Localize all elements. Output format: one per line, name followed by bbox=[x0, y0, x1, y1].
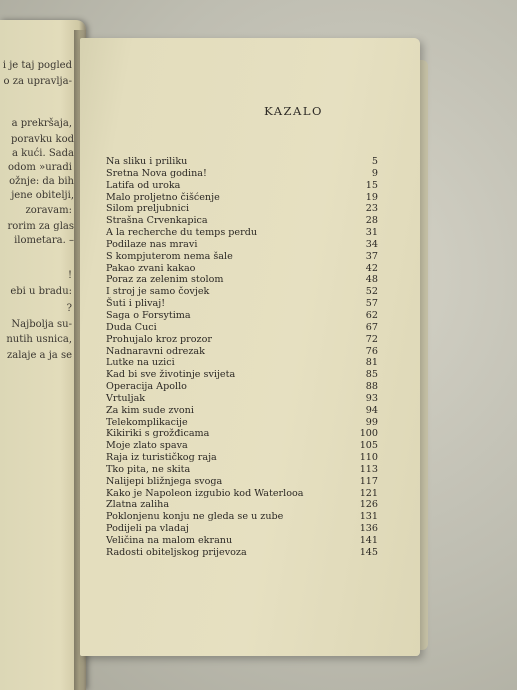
toc-entry bbox=[106, 180, 378, 192]
toc-entry-page: 42 bbox=[365, 262, 378, 274]
toc-entry-page: 121 bbox=[359, 487, 378, 499]
toc-entry-page: 31 bbox=[365, 227, 378, 239]
toc-entry-page: 9 bbox=[371, 167, 378, 179]
toc-entry-page: 131 bbox=[359, 511, 378, 523]
toc-entry-page: 72 bbox=[365, 333, 378, 345]
toc-entry-title: Kikiriki s grožđicama bbox=[106, 428, 210, 440]
left-page-line: ožnje: da bih bbox=[9, 176, 74, 187]
toc-entry-title: Pakao zvani kakao bbox=[106, 262, 196, 274]
toc-entry-title: Saga o Forsytima bbox=[106, 309, 191, 321]
page-title: KAZALO bbox=[264, 104, 323, 118]
left-page-line: a prekršaja, bbox=[11, 118, 72, 129]
toc-entry bbox=[106, 428, 378, 440]
toc-entry-title: Veličina na malom ekranu bbox=[106, 535, 233, 546]
toc-entry bbox=[106, 440, 378, 452]
toc-entry-title: Za kim sude zvoni bbox=[106, 404, 194, 416]
toc-entry bbox=[106, 547, 378, 559]
toc-entry-title: Latifa od uroka bbox=[106, 179, 181, 191]
toc-entry-title: Kad bi sve životinje svijeta bbox=[106, 369, 236, 381]
toc-entry bbox=[106, 239, 378, 251]
toc-entry-page: 76 bbox=[365, 345, 378, 357]
left-page-line: Najbolja su- bbox=[11, 319, 72, 330]
toc-entry bbox=[106, 192, 378, 204]
toc-entry bbox=[106, 488, 378, 500]
toc-entry-title: Lutke na uzici bbox=[106, 357, 175, 369]
left-page-line: ebi u bradu: bbox=[10, 286, 72, 297]
left-page-line: rorim za glas bbox=[7, 221, 74, 232]
left-page-line: a kući. Sada bbox=[12, 148, 74, 159]
toc-entry-page: 110 bbox=[359, 452, 378, 464]
toc-entry-title: Kako je Napoleon izgubio kod Waterlooa bbox=[106, 487, 304, 499]
toc-entry bbox=[106, 523, 378, 535]
toc-entry-page: 99 bbox=[365, 416, 378, 428]
toc-entry bbox=[106, 357, 378, 369]
toc-entry bbox=[106, 310, 378, 322]
toc-entry-page: 28 bbox=[365, 215, 378, 227]
toc-entry bbox=[106, 227, 378, 239]
toc-entry-page: 117 bbox=[359, 475, 378, 487]
toc-entry bbox=[106, 263, 378, 275]
toc-entry-title: Poraz za zelenim stolom bbox=[106, 274, 224, 286]
toc-entry-title: I stroj je samo čovjek bbox=[106, 286, 210, 298]
toc-entry bbox=[106, 156, 378, 168]
toc-entry-page: 48 bbox=[365, 274, 378, 286]
toc-entry-page: 100 bbox=[359, 428, 378, 440]
toc-entry-page: 85 bbox=[365, 369, 378, 381]
toc-entry-page: 145 bbox=[359, 546, 378, 558]
toc-entry bbox=[106, 476, 378, 488]
toc-entry bbox=[106, 215, 378, 227]
toc-entry bbox=[106, 298, 378, 310]
left-page-line: ? bbox=[66, 303, 72, 314]
toc-entry-title: Poklonjenu konju ne gleda se u zube bbox=[106, 511, 284, 523]
toc-entry-title: Silom preljubnici bbox=[106, 203, 190, 215]
toc-entry-title: Moje zlato spava bbox=[106, 440, 188, 452]
toc-entry-title: Vrtuljak bbox=[106, 392, 146, 404]
toc-entry-title: Sretna Nova godina! bbox=[106, 167, 207, 179]
left-page-line: jene obitelji, bbox=[11, 190, 74, 201]
toc-entry bbox=[106, 334, 378, 346]
toc-entry-title: A la recherche du temps perdu bbox=[106, 227, 258, 239]
toc-entry-page: 67 bbox=[365, 321, 378, 333]
toc-entry bbox=[106, 499, 378, 511]
toc-entry-title: Raja iz turističkog raja bbox=[106, 452, 217, 464]
left-page-line: ilometara. – bbox=[14, 235, 74, 246]
toc-entry bbox=[106, 417, 378, 429]
toc-entry-title: S kompjuterom nema šale bbox=[106, 250, 233, 262]
toc-entry-title: Nalijepi bližnjega svoga bbox=[106, 475, 223, 487]
toc-entry-title: Šuti i plivaj! bbox=[106, 298, 166, 310]
left-page-line: nutih usnica, bbox=[6, 334, 72, 345]
toc-entry bbox=[106, 452, 378, 464]
toc-entry-page: 81 bbox=[365, 357, 378, 369]
table-of-contents bbox=[106, 156, 378, 559]
toc-entry-title: Radosti obiteljskog prijevoza bbox=[106, 546, 247, 558]
toc-entry-title: Prohujalo kroz prozor bbox=[106, 333, 212, 345]
toc-entry-page: 57 bbox=[365, 298, 378, 310]
toc-entry-page: 105 bbox=[359, 440, 378, 452]
toc-entry-title: Na sliku i priliku bbox=[106, 156, 188, 167]
toc-entry-title: Zlatna zaliha bbox=[106, 499, 170, 511]
left-page-line: o za upravlja- bbox=[3, 76, 72, 87]
toc-entry-title: Operacija Apollo bbox=[106, 381, 187, 393]
toc-entry bbox=[106, 464, 378, 476]
left-page-line: odom »uradi bbox=[7, 162, 72, 173]
toc-entry-title: Nadnaravni odrezak bbox=[106, 345, 205, 357]
toc-entry-page: 94 bbox=[365, 404, 378, 416]
toc-entry bbox=[106, 405, 378, 417]
toc-entry bbox=[106, 511, 378, 523]
left-page-line: i je taj pogled bbox=[2, 60, 72, 71]
toc-entry-title: Tko pita, ne skita bbox=[106, 463, 191, 475]
toc-entry-page: 93 bbox=[365, 392, 378, 404]
toc-entry-page: 15 bbox=[365, 179, 378, 191]
toc-entry bbox=[106, 535, 378, 547]
toc-entry bbox=[106, 286, 378, 298]
toc-entry-page: 113 bbox=[359, 463, 378, 475]
toc-entry-title: Podilaze nas mravi bbox=[106, 238, 198, 250]
toc-entry-page: 141 bbox=[359, 535, 378, 546]
toc-entry-title: Duda Cuci bbox=[106, 321, 157, 333]
toc-entry bbox=[106, 203, 378, 215]
toc-entry-page: 52 bbox=[365, 286, 378, 298]
toc-entry-page: 126 bbox=[359, 499, 378, 511]
toc-entry bbox=[106, 168, 378, 180]
toc-entry-title: Podijeli pa vladaj bbox=[106, 523, 189, 535]
toc-entry bbox=[106, 322, 378, 334]
toc-entry-page: 88 bbox=[365, 381, 378, 393]
toc-entry-title: Malo proljetno čišćenje bbox=[106, 191, 220, 203]
toc-entry-page: 62 bbox=[365, 309, 378, 321]
left-page-line: zalaje a ja se bbox=[6, 350, 72, 361]
toc-entry-page: 5 bbox=[371, 156, 378, 167]
toc-entry bbox=[106, 346, 378, 358]
toc-entry bbox=[106, 381, 378, 393]
toc-entry bbox=[106, 369, 378, 381]
toc-entry-page: 136 bbox=[359, 523, 378, 535]
toc-entry-page: 34 bbox=[365, 238, 378, 250]
toc-entry bbox=[106, 274, 378, 286]
toc-entry-page: 23 bbox=[365, 203, 378, 215]
left-page-line: ! bbox=[67, 270, 72, 281]
toc-entry-page: 37 bbox=[365, 250, 378, 262]
toc-entry bbox=[106, 393, 378, 405]
toc-entry-page: 19 bbox=[365, 191, 378, 203]
toc-entry bbox=[106, 251, 378, 263]
left-page-line: zoravam: bbox=[25, 205, 72, 216]
toc-entry-title: Telekomplikacije bbox=[106, 416, 188, 428]
toc-entry-title: Strašna Crvenkapica bbox=[106, 215, 208, 227]
left-page-line: poravku kod bbox=[11, 134, 74, 145]
